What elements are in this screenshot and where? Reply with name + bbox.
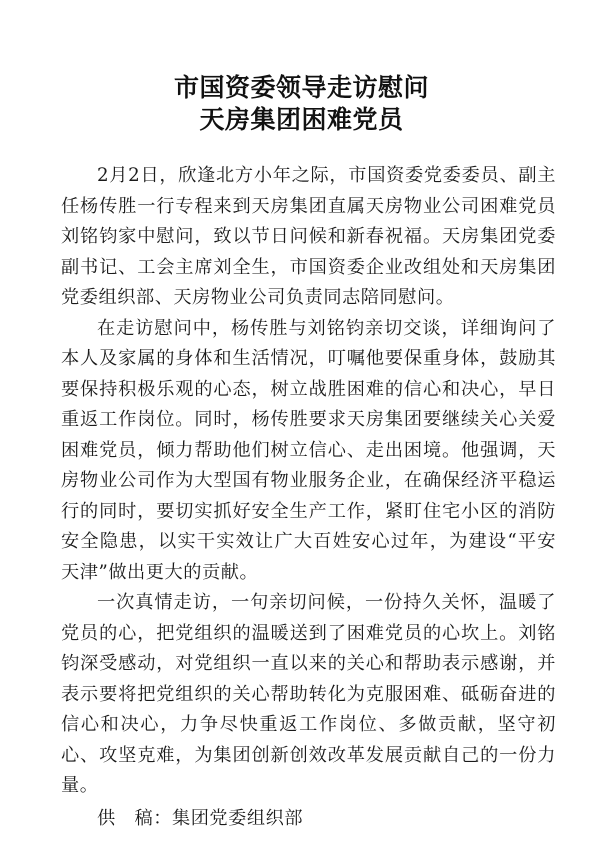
- paragraph-2: 在走访慰问中，杨传胜与刘铭钧亲切交谈，详细询问了本人及家属的身体和生活情况，叮嘱他要保重身体，鼓励其要保持积极乐观的心态，树立战胜困难的信心和决心，早日重返工作岗位。同时，杨传胜要求天房集团要继续关心关爱困难党员，倾力帮助他们树立信心、走出困境。他强调，天房物业公司作为大型国有物业服务企业，在确保经济平稳运行的同时，要切实抓好安全生产工作，紧盯住宅小区的消防安全隐患，以实干实效让广大百姓安心过年，为建设“平安天津”做出更大的贡献。: [61, 317, 556, 583]
- title-line-1: 市国资委领导走访慰问: [173, 73, 429, 102]
- title-line-2: 天房集团困难党员: [199, 105, 404, 134]
- article-body: [61, 161, 556, 834]
- paragraph-3: 一次真情走访，一句亲切问候，一份持久关怀，温暖了党员的心，把党组织的温暖送到了困难党员的心坎上。刘铭钧深受感动，对党组织一直以来的关心和帮助表示感谢，并表示要将把党组织的关心帮助转化为克服困难、砥砺奋进的信心和决心，力争尽快重返工作岗位、多做贡献，坚守初心、攻坚克难，为集团创新创效改革发展贡献自己的一份力量。: [61, 592, 556, 796]
- paragraph-1: 2月2日，欣逢北方小年之际，市国资委党委委员、副主任杨传胜一行专程来到天房集团直属天房物业公司困难党员刘铭钧家中慰问，致以节日问候和新春祝福。天房集团党委副书记、工会主席刘全生，市国资委企业改组处和天房集团党委组织部、天房物业公司负责同志陪同慰问。: [61, 165, 556, 308]
- source-credit: 供 稿：集团党委组织部: [97, 807, 304, 829]
